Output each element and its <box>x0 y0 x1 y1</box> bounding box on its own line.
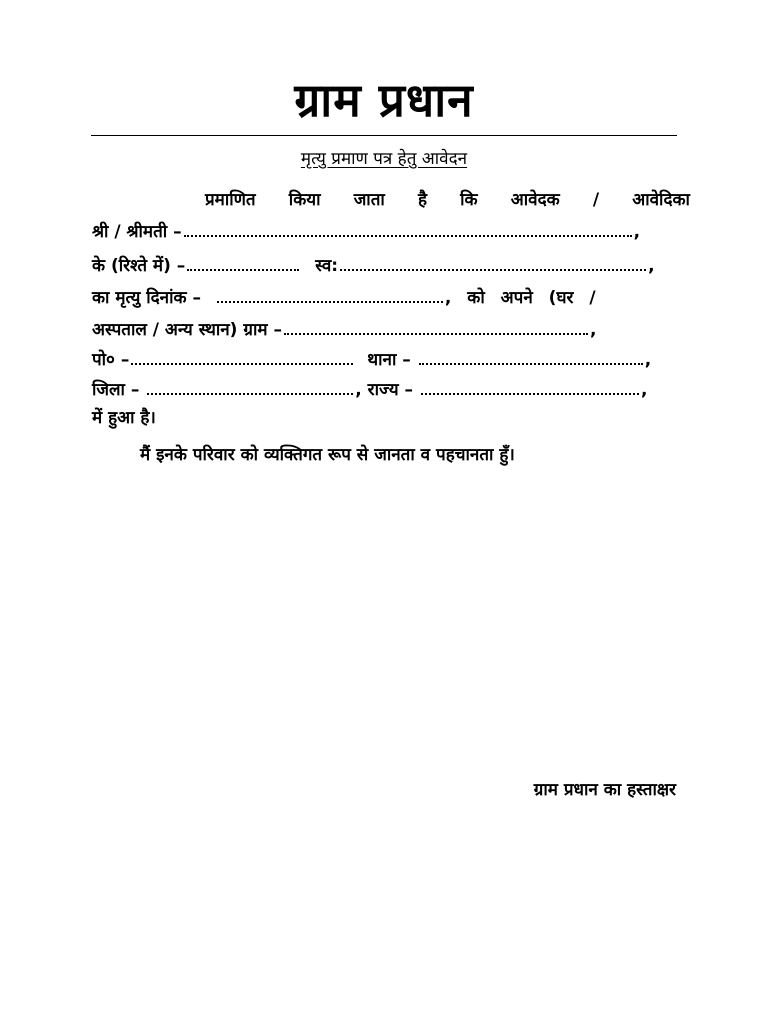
label-death-date: का मृत्यु दिनांक – <box>92 288 201 308</box>
fill-field-district[interactable] <box>147 379 353 395</box>
title-divider <box>91 135 677 136</box>
label-post: पो० – <box>92 350 130 370</box>
label-village: अस्पताल / अन्य स्थान) ग्राम – <box>92 320 282 340</box>
label-relation: के (रिश्ते में) – <box>92 256 186 276</box>
word: है <box>417 190 427 210</box>
fill-field-name[interactable] <box>184 221 632 237</box>
label-place: , को अपने (घर / <box>444 288 596 308</box>
document-title: ग्राम प्रधान <box>294 73 474 127</box>
fill-field-police-station[interactable] <box>419 349 643 365</box>
label-police-station: थाना – <box>367 350 411 370</box>
body-line-3: के (रिश्ते में) – स्व: , <box>92 256 655 276</box>
label-late: स्व: <box>315 256 339 276</box>
fill-field-relation[interactable] <box>187 255 299 271</box>
fill-field-village[interactable] <box>284 319 588 335</box>
body-line-5: अस्पताल / अन्य स्थान) ग्राम – , <box>92 320 597 340</box>
body-line-6: पो० – थाना – , <box>92 350 652 370</box>
word: कि <box>460 190 478 210</box>
fill-field-state[interactable] <box>421 379 639 395</box>
word: / <box>592 190 600 210</box>
fill-field-post[interactable] <box>131 349 353 365</box>
document-subtitle <box>0 147 768 171</box>
label-state: , राज्य – <box>355 380 414 400</box>
subtitle-text: मृत्यु प्रमाण पत्र हेतु आवेदन <box>300 149 468 169</box>
label-district: जिला – <box>92 380 140 400</box>
closing-statement: मैं इनके परिवार को व्यक्तिगत रूप से जानता व पहचानता हुँ। <box>140 445 515 465</box>
fill-field-death-date[interactable] <box>217 287 443 303</box>
body-line-7: जिला – , राज्य – , <box>92 380 648 400</box>
body-line-4 <box>92 286 690 310</box>
word: जाता <box>353 190 385 210</box>
signature-label: ग्राम प्रधान का हस्ताक्षर <box>533 780 676 800</box>
body-line-2: श्री / श्रीमती – , <box>92 222 641 242</box>
word: आवेदिका <box>632 190 690 210</box>
fill-field-late[interactable] <box>340 255 646 271</box>
body-line-8: में हुआ है। <box>92 408 156 428</box>
label-name: श्री / श्रीमती – <box>92 222 182 242</box>
word: किया <box>288 190 321 210</box>
word: प्रमाणित <box>205 190 256 210</box>
body-line-1 <box>205 188 690 212</box>
word: आवेदक <box>510 190 560 210</box>
